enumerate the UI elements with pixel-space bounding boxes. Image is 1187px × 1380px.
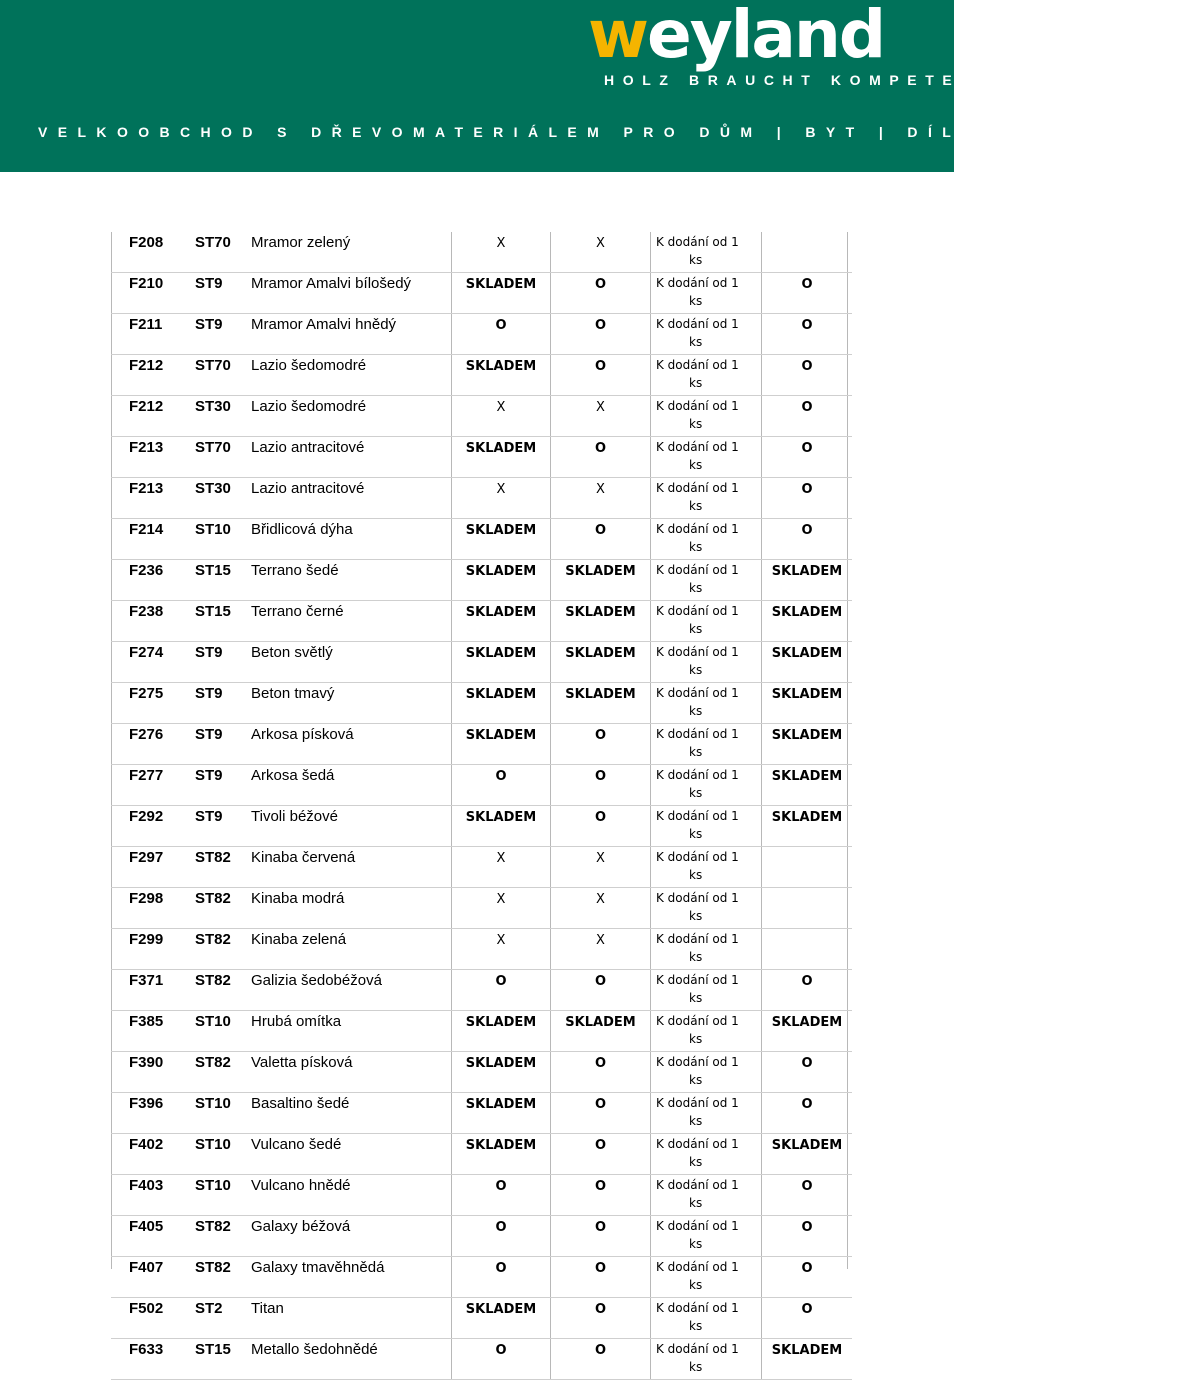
order-note-cell [651, 396, 762, 437]
table-row [111, 806, 852, 847]
header-topline: VELKOOBCHOD S DŘEVOMATERIÁLEM PRO DŮM | BYT | DÍLNU | ZAHRADU [38, 124, 1187, 140]
availability-c-cell: SKLADEM [762, 683, 853, 724]
decor-code-cell: F213 [111, 437, 193, 478]
order-note-line1: K dodání od 1 [656, 317, 739, 331]
order-note-cell [651, 1052, 762, 1093]
table-row [111, 765, 852, 806]
table-row [111, 642, 852, 683]
availability-a-cell: O [452, 1175, 551, 1216]
availability-a-cell: X [452, 232, 551, 273]
decor-name-cell: Galizia šedobéžová [251, 970, 452, 1011]
availability-b-cell: O [551, 314, 651, 355]
structure-code-cell: ST70 [193, 232, 251, 273]
decor-name-cell: Terrano šedé [251, 560, 452, 601]
availability-a-cell: X [452, 847, 551, 888]
table-row [111, 1298, 852, 1339]
order-note-cell [651, 1134, 762, 1175]
structure-code-cell: ST9 [193, 765, 251, 806]
availability-a-cell: SKLADEM [452, 519, 551, 560]
table-row [111, 437, 852, 478]
decor-code-cell: F403 [111, 1175, 193, 1216]
order-note-line2: ks [689, 868, 703, 882]
structure-code-cell: ST9 [193, 273, 251, 314]
availability-a-cell: SKLADEM [452, 1093, 551, 1134]
order-note-line2: ks [689, 1073, 703, 1087]
decor-name-cell: Terrano černé [251, 601, 452, 642]
availability-a-cell: O [452, 970, 551, 1011]
decor-name-cell: Vulcano hnědé [251, 1175, 452, 1216]
decor-name-cell: Basaltino šedé [251, 1093, 452, 1134]
order-note-line1: K dodání od 1 [656, 850, 739, 864]
order-note-cell [651, 888, 762, 929]
order-note-cell [651, 355, 762, 396]
decor-code-cell: F214 [111, 519, 193, 560]
structure-code-cell: ST9 [193, 314, 251, 355]
decor-name-cell: Arkosa šedá [251, 765, 452, 806]
order-note-line2: ks [689, 1237, 703, 1251]
availability-b-cell: O [551, 970, 651, 1011]
availability-c-cell: O [762, 273, 853, 314]
availability-c-cell: O [762, 1216, 853, 1257]
table-row [111, 1339, 852, 1380]
availability-a-cell: SKLADEM [452, 1134, 551, 1175]
order-note-line1: K dodání od 1 [656, 1096, 739, 1110]
order-note-line1: K dodání od 1 [656, 440, 739, 454]
order-note-cell [651, 1298, 762, 1339]
decor-code-cell: F213 [111, 478, 193, 519]
order-note-line1: K dodání od 1 [656, 686, 739, 700]
order-note-line2: ks [689, 1196, 703, 1210]
structure-code-cell: ST70 [193, 355, 251, 396]
order-note-cell [651, 1011, 762, 1052]
order-note-line2: ks [689, 704, 703, 718]
order-note-cell [651, 1175, 762, 1216]
structure-code-cell: ST82 [193, 970, 251, 1011]
availability-c-cell: SKLADEM [762, 1011, 853, 1052]
weyland-logo [588, 0, 997, 90]
availability-b-cell: X [551, 847, 651, 888]
table-row [111, 1134, 852, 1175]
order-note-line2: ks [689, 991, 703, 1005]
availability-b-cell: O [551, 724, 651, 765]
availability-a-cell: O [452, 1339, 551, 1380]
availability-c-cell [762, 232, 853, 273]
table-row [111, 273, 852, 314]
structure-code-cell: ST30 [193, 396, 251, 437]
availability-c-cell: SKLADEM [762, 724, 853, 765]
order-note-cell [651, 683, 762, 724]
order-note-cell [651, 1093, 762, 1134]
decor-code-cell: F277 [111, 765, 193, 806]
table-row [111, 1011, 852, 1052]
availability-a-cell: O [452, 1216, 551, 1257]
availability-c-cell: O [762, 1093, 853, 1134]
order-note-line1: K dodání od 1 [656, 276, 739, 290]
order-note-line2: ks [689, 1319, 703, 1333]
order-note-line2: ks [689, 417, 703, 431]
table-row [111, 1257, 852, 1298]
availability-c-cell [762, 929, 853, 970]
table-row [111, 560, 852, 601]
availability-a-cell: SKLADEM [452, 560, 551, 601]
availability-a-cell: X [452, 478, 551, 519]
order-note-line2: ks [689, 581, 703, 595]
order-note-line2: ks [689, 294, 703, 308]
order-note-line2: ks [689, 622, 703, 636]
order-note-cell [651, 847, 762, 888]
table-row [111, 683, 852, 724]
decor-name-cell: Beton světlý [251, 642, 452, 683]
order-note-cell [651, 724, 762, 765]
order-note-cell [651, 519, 762, 560]
availability-a-cell: X [452, 929, 551, 970]
availability-a-cell: SKLADEM [452, 1011, 551, 1052]
structure-code-cell: ST2 [193, 1298, 251, 1339]
order-note-line1: K dodání od 1 [656, 1055, 739, 1069]
availability-c-cell: O [762, 396, 853, 437]
availability-a-cell: O [452, 1257, 551, 1298]
availability-a-cell: SKLADEM [452, 683, 551, 724]
availability-b-cell: SKLADEM [551, 642, 651, 683]
decor-code-cell: F385 [111, 1011, 193, 1052]
decor-name-cell: Titan [251, 1298, 452, 1339]
availability-b-cell: O [551, 1093, 651, 1134]
structure-code-cell: ST30 [193, 478, 251, 519]
decor-code-cell: F238 [111, 601, 193, 642]
order-note-cell [651, 273, 762, 314]
availability-a-cell: SKLADEM [452, 642, 551, 683]
decor-name-cell: Lazio šedomodré [251, 355, 452, 396]
order-note-line2: ks [689, 1032, 703, 1046]
decor-name-cell: Lazio antracitové [251, 437, 452, 478]
order-note-cell [651, 560, 762, 601]
order-note-cell [651, 1257, 762, 1298]
availability-b-cell: O [551, 765, 651, 806]
order-note-cell [651, 314, 762, 355]
table-row [111, 1093, 852, 1134]
order-note-line1: K dodání od 1 [656, 727, 739, 741]
availability-b-cell: X [551, 929, 651, 970]
order-note-line2: ks [689, 1155, 703, 1169]
decor-name-cell: Galaxy béžová [251, 1216, 452, 1257]
table-row [111, 396, 852, 437]
order-note-line1: K dodání od 1 [656, 932, 739, 946]
order-note-cell [651, 232, 762, 273]
availability-c-cell: O [762, 1175, 853, 1216]
availability-c-cell: SKLADEM [762, 806, 853, 847]
availability-a-cell: SKLADEM [452, 1052, 551, 1093]
order-note-cell [651, 806, 762, 847]
availability-b-cell: O [551, 1134, 651, 1175]
order-note-line1: K dodání od 1 [656, 1342, 739, 1356]
availability-c-cell: O [762, 519, 853, 560]
order-note-line2: ks [689, 499, 703, 513]
order-note-line1: K dodání od 1 [656, 768, 739, 782]
decor-name-cell: Metallo šedohnědé [251, 1339, 452, 1380]
availability-c-cell [762, 888, 853, 929]
table-row [111, 1216, 852, 1257]
decor-code-cell: F210 [111, 273, 193, 314]
availability-b-cell: O [551, 1216, 651, 1257]
order-note-line2: ks [689, 335, 703, 349]
availability-a-cell: SKLADEM [452, 806, 551, 847]
decor-code-cell: F236 [111, 560, 193, 601]
decor-code-cell: F298 [111, 888, 193, 929]
availability-c-cell: O [762, 1052, 853, 1093]
order-note-line2: ks [689, 376, 703, 390]
availability-a-cell: SKLADEM [452, 724, 551, 765]
table-row [111, 601, 852, 642]
availability-b-cell: SKLADEM [551, 1011, 651, 1052]
availability-a-cell: SKLADEM [452, 273, 551, 314]
order-note-cell [651, 1339, 762, 1380]
order-note-line1: K dodání od 1 [656, 1260, 739, 1274]
order-note-line1: K dodání od 1 [656, 1178, 739, 1192]
availability-b-cell: O [551, 1175, 651, 1216]
order-note-line1: K dodání od 1 [656, 604, 739, 618]
availability-c-cell: SKLADEM [762, 1134, 853, 1175]
logo-tagline: HOLZ BRAUCHT KOMPETENZ [604, 72, 997, 88]
availability-b-cell: X [551, 478, 651, 519]
structure-code-cell: ST15 [193, 560, 251, 601]
order-note-line1: K dodání od 1 [656, 563, 739, 577]
order-note-cell [651, 642, 762, 683]
availability-c-cell: SKLADEM [762, 642, 853, 683]
availability-c-cell: SKLADEM [762, 560, 853, 601]
decor-name-cell: Arkosa písková [251, 724, 452, 765]
availability-a-cell: SKLADEM [452, 355, 551, 396]
table-row [111, 888, 852, 929]
order-note-cell [651, 1216, 762, 1257]
decor-code-cell: F297 [111, 847, 193, 888]
decor-code-cell: F212 [111, 355, 193, 396]
structure-code-cell: ST10 [193, 1175, 251, 1216]
decor-name-cell: Vulcano šedé [251, 1134, 452, 1175]
structure-code-cell: ST82 [193, 847, 251, 888]
decor-name-cell: Beton tmavý [251, 683, 452, 724]
order-note-line2: ks [689, 458, 703, 472]
header-banner [0, 0, 1187, 172]
decor-name-cell: Tivoli béžové [251, 806, 452, 847]
decor-code-cell: F299 [111, 929, 193, 970]
structure-code-cell: ST10 [193, 1011, 251, 1052]
table-row [111, 232, 852, 273]
availability-c-cell: O [762, 1257, 853, 1298]
availability-c-cell [762, 847, 853, 888]
decor-name-cell: Břidlicová dýha [251, 519, 452, 560]
order-note-line2: ks [689, 1278, 703, 1292]
order-note-line2: ks [689, 1360, 703, 1374]
decor-code-cell: F633 [111, 1339, 193, 1380]
structure-code-cell: ST10 [193, 1093, 251, 1134]
availability-a-cell: X [452, 888, 551, 929]
order-note-line1: K dodání od 1 [656, 1301, 739, 1315]
decor-name-cell: Lazio antracitové [251, 478, 452, 519]
decor-name-cell: Lazio šedomodré [251, 396, 452, 437]
order-note-cell [651, 765, 762, 806]
order-note-line1: K dodání od 1 [656, 809, 739, 823]
structure-code-cell: ST9 [193, 724, 251, 765]
structure-code-cell: ST82 [193, 1052, 251, 1093]
decor-code-cell: F211 [111, 314, 193, 355]
availability-b-cell: X [551, 396, 651, 437]
decor-name-cell: Kinaba modrá [251, 888, 452, 929]
availability-b-cell: O [551, 519, 651, 560]
availability-b-cell: O [551, 1052, 651, 1093]
decor-code-cell: F390 [111, 1052, 193, 1093]
structure-code-cell: ST15 [193, 601, 251, 642]
order-note-line2: ks [689, 253, 703, 267]
order-note-line1: K dodání od 1 [656, 235, 739, 249]
availability-a-cell: SKLADEM [452, 437, 551, 478]
decor-code-cell: F276 [111, 724, 193, 765]
availability-c-cell: O [762, 970, 853, 1011]
order-note-cell [651, 478, 762, 519]
availability-c-cell: SKLADEM [762, 601, 853, 642]
structure-code-cell: ST10 [193, 519, 251, 560]
availability-c-cell: O [762, 314, 853, 355]
decor-code-cell: F407 [111, 1257, 193, 1298]
availability-c-cell: O [762, 1298, 853, 1339]
decor-name-cell: Kinaba zelená [251, 929, 452, 970]
availability-c-cell: O [762, 355, 853, 396]
table-row [111, 355, 852, 396]
structure-code-cell: ST9 [193, 642, 251, 683]
logo-wordmark: weyland [588, 0, 885, 73]
availability-b-cell: SKLADEM [551, 601, 651, 642]
table-row [111, 847, 852, 888]
availability-a-cell: X [452, 396, 551, 437]
availability-b-cell: O [551, 806, 651, 847]
structure-code-cell: ST70 [193, 437, 251, 478]
decor-name-cell: Mramor zelený [251, 232, 452, 273]
availability-b-cell: O [551, 437, 651, 478]
order-note-line2: ks [689, 1114, 703, 1128]
decor-name-cell: Hrubá omítka [251, 1011, 452, 1052]
availability-c-cell: O [762, 478, 853, 519]
order-note-line1: K dodání od 1 [656, 891, 739, 905]
structure-code-cell: ST82 [193, 1216, 251, 1257]
order-note-line1: K dodání od 1 [656, 1014, 739, 1028]
table-row [111, 1052, 852, 1093]
table-row [111, 519, 852, 560]
decor-code-cell: F208 [111, 232, 193, 273]
stock-table [111, 232, 852, 1380]
order-note-line1: K dodání od 1 [656, 1137, 739, 1151]
decor-code-cell: F212 [111, 396, 193, 437]
order-note-line1: K dodání od 1 [656, 645, 739, 659]
order-note-line1: K dodání od 1 [656, 399, 739, 413]
availability-b-cell: X [551, 232, 651, 273]
availability-c-cell: SKLADEM [762, 765, 853, 806]
availability-b-cell: SKLADEM [551, 560, 651, 601]
order-note-line2: ks [689, 786, 703, 800]
structure-code-cell: ST10 [193, 1134, 251, 1175]
table-row [111, 970, 852, 1011]
decor-code-cell: F274 [111, 642, 193, 683]
availability-b-cell: SKLADEM [551, 683, 651, 724]
order-note-line2: ks [689, 745, 703, 759]
availability-b-cell: X [551, 888, 651, 929]
decor-code-cell: F402 [111, 1134, 193, 1175]
availability-b-cell: O [551, 355, 651, 396]
decor-name-cell: Valetta písková [251, 1052, 452, 1093]
structure-code-cell: ST82 [193, 929, 251, 970]
order-note-line1: K dodání od 1 [656, 973, 739, 987]
availability-b-cell: O [551, 273, 651, 314]
order-note-line2: ks [689, 827, 703, 841]
availability-a-cell: O [452, 765, 551, 806]
table-row [111, 1175, 852, 1216]
decor-name-cell: Mramor Amalvi hnědý [251, 314, 452, 355]
decor-code-cell: F371 [111, 970, 193, 1011]
order-note-line1: K dodání od 1 [656, 358, 739, 372]
structure-code-cell: ST15 [193, 1339, 251, 1380]
decor-code-cell: F292 [111, 806, 193, 847]
decor-code-cell: F502 [111, 1298, 193, 1339]
table-row [111, 724, 852, 765]
availability-b-cell: O [551, 1298, 651, 1339]
order-note-line2: ks [689, 909, 703, 923]
structure-code-cell: ST82 [193, 888, 251, 929]
availability-a-cell: O [452, 314, 551, 355]
decor-code-cell: F275 [111, 683, 193, 724]
decor-code-cell: F405 [111, 1216, 193, 1257]
structure-code-cell: ST9 [193, 683, 251, 724]
decor-name-cell: Kinaba červená [251, 847, 452, 888]
order-note-cell [651, 929, 762, 970]
structure-code-cell: ST9 [193, 806, 251, 847]
decor-name-cell: Galaxy tmavěhnědá [251, 1257, 452, 1298]
order-note-line1: K dodání od 1 [656, 481, 739, 495]
table-row [111, 929, 852, 970]
order-note-cell [651, 970, 762, 1011]
order-note-line1: K dodání od 1 [656, 1219, 739, 1233]
order-note-line2: ks [689, 540, 703, 554]
table-row [111, 314, 852, 355]
order-note-line2: ks [689, 663, 703, 677]
order-note-line1: K dodání od 1 [656, 522, 739, 536]
decor-name-cell: Mramor Amalvi bílošedý [251, 273, 452, 314]
availability-a-cell: SKLADEM [452, 601, 551, 642]
table-row [111, 478, 852, 519]
availability-c-cell: SKLADEM [762, 1339, 853, 1380]
decor-code-cell: F396 [111, 1093, 193, 1134]
structure-code-cell: ST82 [193, 1257, 251, 1298]
availability-b-cell: O [551, 1257, 651, 1298]
availability-a-cell: SKLADEM [452, 1298, 551, 1339]
availability-c-cell: O [762, 437, 853, 478]
availability-b-cell: O [551, 1339, 651, 1380]
order-note-line2: ks [689, 950, 703, 964]
order-note-cell [651, 437, 762, 478]
order-note-cell [651, 601, 762, 642]
